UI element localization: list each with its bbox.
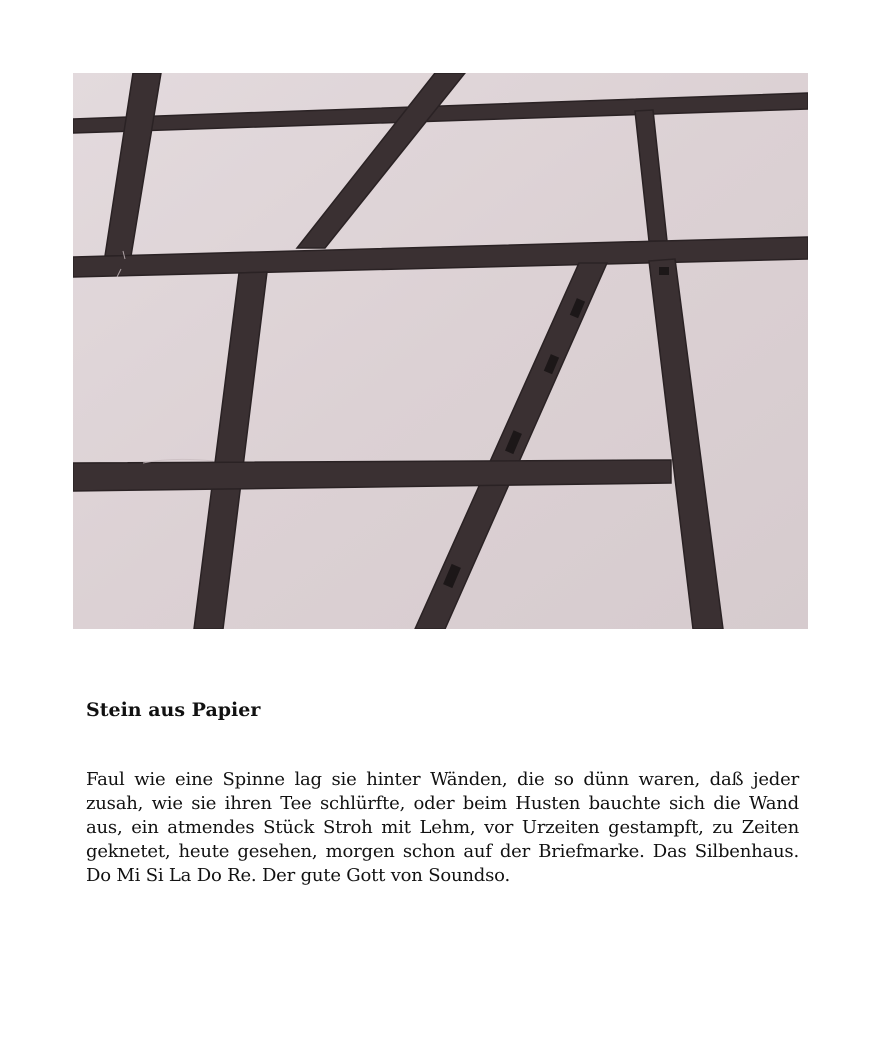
poem-line: geknetet, heute gesehen, morgen schon auf der Briefmarke. Das Silbenhaus. xyxy=(86,841,799,862)
poem-body xyxy=(86,768,799,888)
poem-line: zusah, wie sie ihren Tee schlürfte, oder beim Husten bauchte sich die Wand xyxy=(86,793,799,814)
poem-line: Do Mi Si La Do Re. Der gute Gott von Soundso. xyxy=(86,865,510,886)
half-timbered-wall-photo xyxy=(73,73,808,629)
poem-line: Faul wie eine Spinne lag sie hinter Wänden, die so dünn waren, daß jeder xyxy=(86,769,799,790)
poem-line: aus, ein atmendes Stück Stroh mit Lehm, vor Urzeiten gestampft, zu Zeiten xyxy=(86,817,799,838)
poem-title: Stein aus Papier xyxy=(86,699,261,721)
